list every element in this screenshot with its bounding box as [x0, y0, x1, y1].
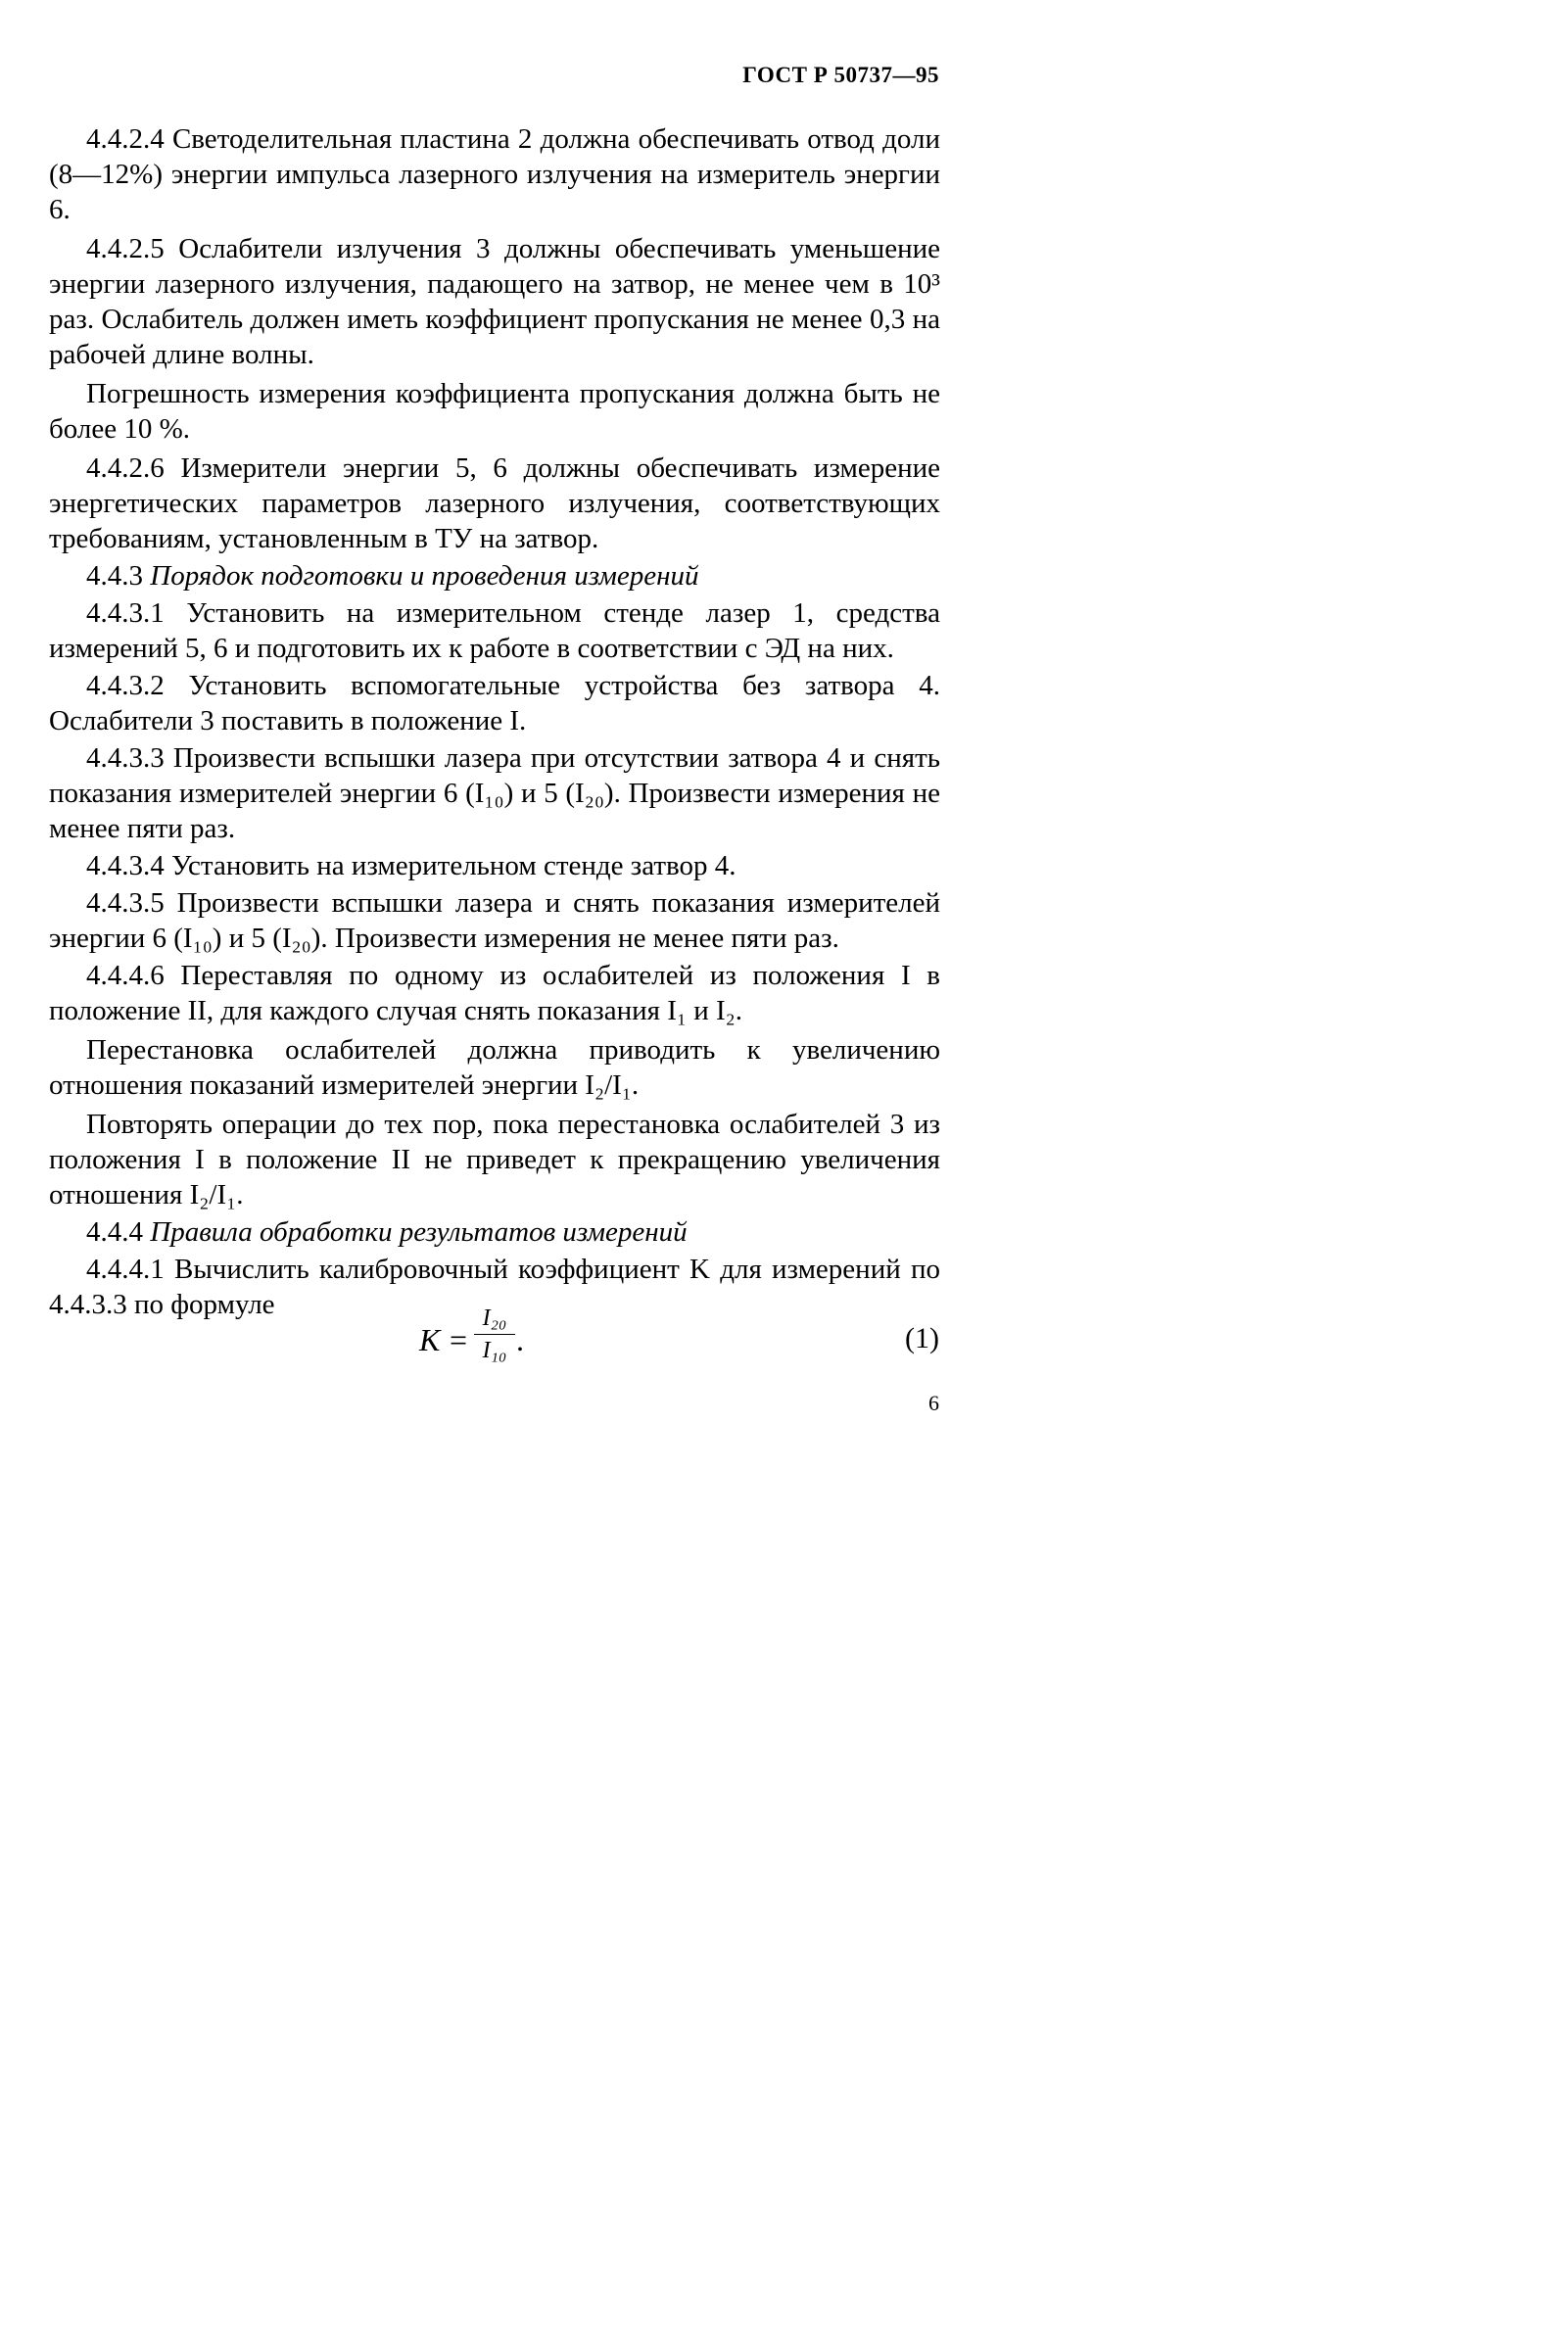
formula-fraction [474, 1305, 515, 1364]
section-heading-4-4-3 [49, 558, 940, 593]
paragraph-4-4-3-1: 4.4.3.1 Установить на измерительном стенде лазер 1, средства измерений 5, 6 и подготовить их к работе в соответствии с ЭД на них. [49, 597, 940, 664]
paragraph-4-4-3-4: 4.4.3.4 Установить на измерительном стенде затвор 4. [86, 850, 736, 881]
formula-denominator: I₁₀ [482, 1338, 507, 1363]
paragraph-4-4-4-1: 4.4.4.1 Вычислить калибровочный коэффициент K для измерений по 4.4.3.3 по формуле [49, 1254, 940, 1320]
section-heading-4-4-4 [49, 1214, 940, 1250]
paragraph-4-4-2-5: 4.4.2.5 Ослабители излучения 3 должны обеспечивать уменьшение энергии лазерного излучения, падающего на затвор, не менее чем в 10³ раз. Ослабитель должен иметь коэффициент пропускания не менее 0,3 на рабочей длине волны. [49, 233, 940, 370]
paragraph-4-4-2-6: 4.4.2.6 Измерители энергии 5, 6 должны обеспечивать измерение энергетических параметров лазерного излучения, соответствующих требованиям, установленным в ТУ на затвор. [49, 452, 940, 554]
section-number: 4.4.3 [86, 560, 143, 592]
formula-end: . [516, 1322, 524, 1357]
section-title: Порядок подготовки и проведения измерений [150, 560, 699, 592]
document-body [49, 121, 940, 1324]
document-page [0, 0, 1023, 1542]
paragraph-4-4-3-2: 4.4.3.2 Установить вспомогательные устройства без затвора 4. Ослабители 3 поставить в положение I. [49, 670, 940, 736]
paragraph-4-4-3-3: 4.4.3.3 Произвести вспышки лазера при отсутствии затвора 4 и снять показания измерителей энергии 6 (I₁₀) и 5 (I₂₀). Произвести измерения не менее пяти раз. [49, 742, 940, 844]
paragraph-4-4-2-4: 4.4.2.4 Светоделительная пластина 2 должна обеспечивать отвод доли (8—12%) энергии импульса лазерного излучения на измеритель энергии 6. [49, 123, 940, 225]
paragraph-4-4-4-6: 4.4.4.6 Переставляя по одному из ослабителей из положения I в положение II, для каждого случая снять показания I₁ и I₂. [49, 960, 940, 1026]
section-title: Правила обработки результатов измерений [150, 1216, 688, 1248]
paragraph-repeat-operations: Повторять операции до тех пор, пока перестановка ослабителей 3 из положения I в положение II не приведет к прекращению увеличения отношения I₂/I₁. [49, 1109, 940, 1210]
formula-equals: = [450, 1322, 468, 1357]
document-code-header: ГОСТ Р 50737—95 [742, 63, 939, 87]
paragraph-permutation-effect: Перестановка ослабителей должна приводить к увеличению отношения показаний измерителей энергии I₂/I₁. [49, 1034, 940, 1101]
section-number: 4.4.4 [86, 1216, 143, 1248]
paragraph-4-4-3-5: 4.4.3.5 Произвести вспышки лазера и снять показания измерителей энергии 6 (I₁₀) и 5 (I₂₀). Произвести измерения не менее пяти раз. [49, 887, 940, 954]
formula-calibration-coefficient [0, 1305, 1023, 1383]
page-number: 6 [928, 1391, 939, 1415]
formula-numerator: I₂₀ [482, 1305, 507, 1331]
fraction-bar [474, 1334, 515, 1335]
formula-number: (1) [905, 1322, 939, 1354]
paragraph-error-tolerance: Погрешность измерения коэффициента пропускания должна быть не более 10 %. [49, 378, 940, 445]
formula-lhs: K [419, 1322, 441, 1357]
